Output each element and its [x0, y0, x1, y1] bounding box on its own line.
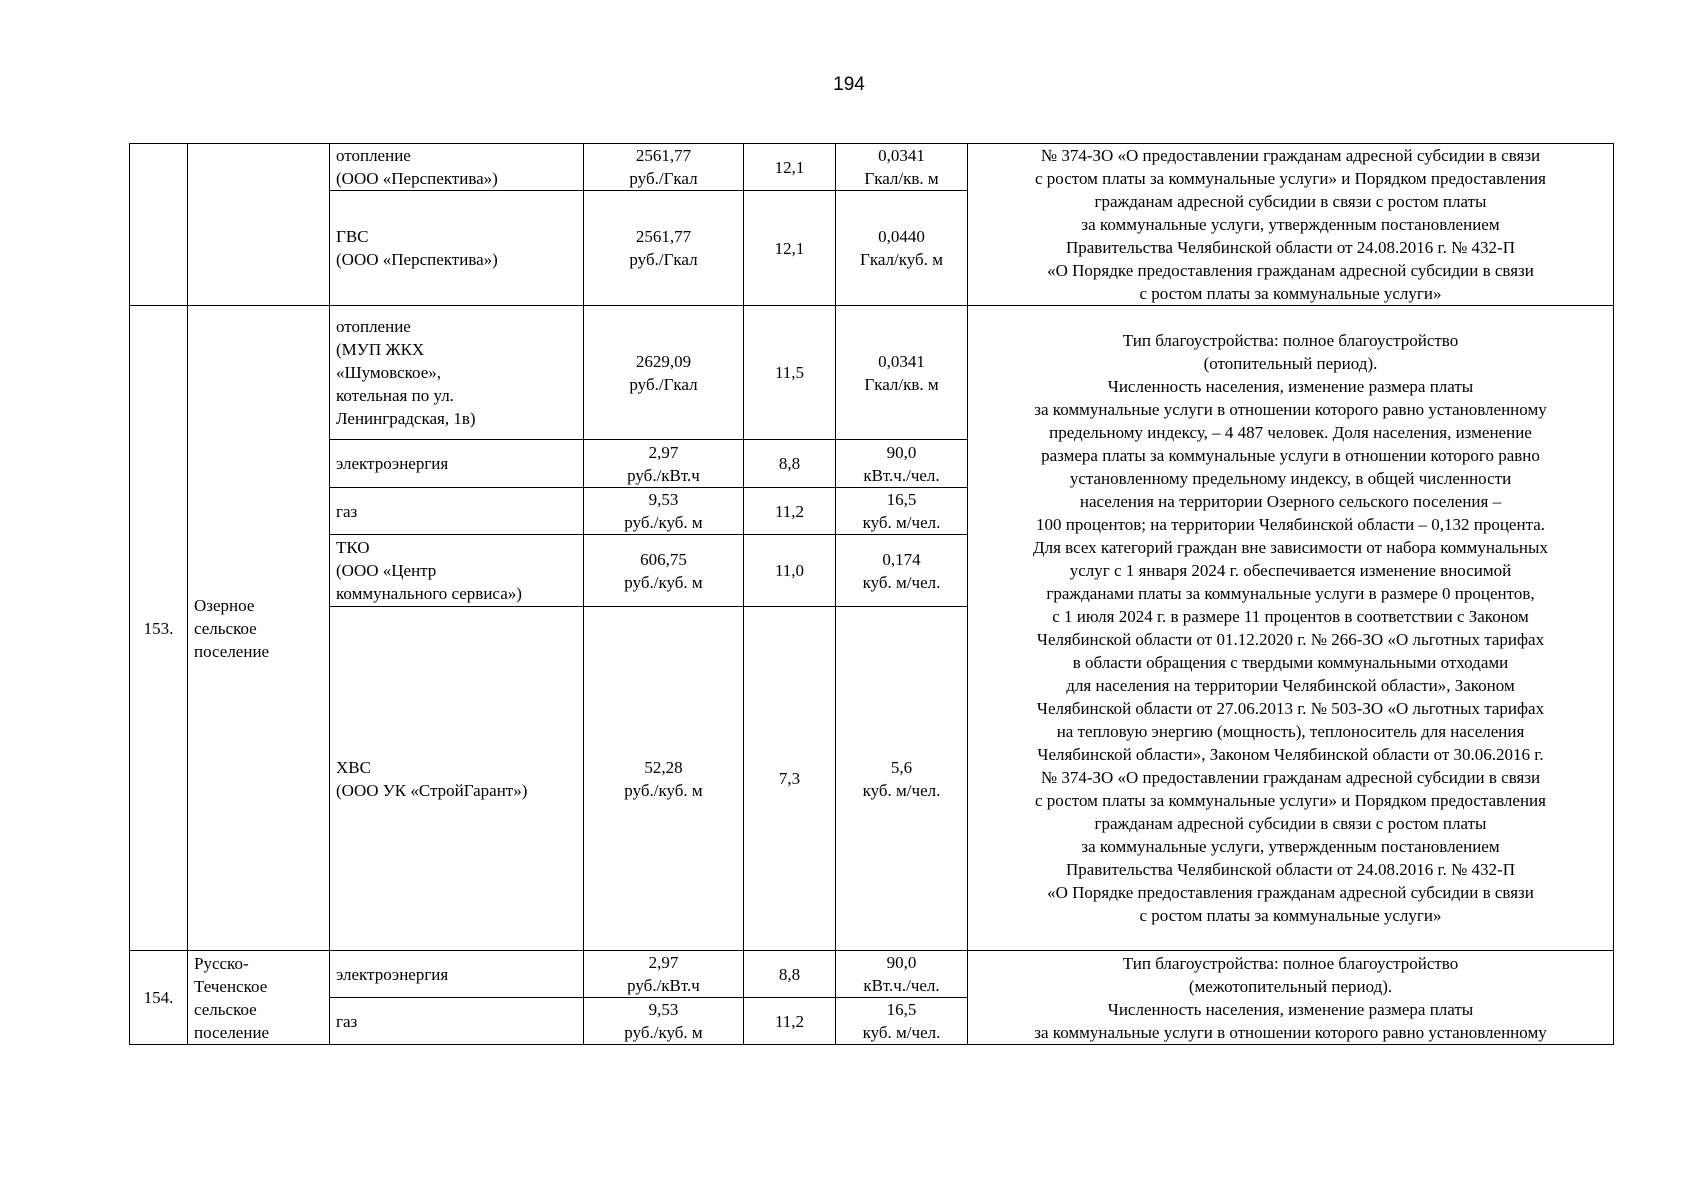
norm-cell: 16,5 куб. м/чел.: [836, 998, 968, 1045]
tariff-table: [129, 143, 1614, 1045]
note-cell: Тип благоустройства: полное благоустройство (отопительный период). Численность населения, изменение размера платы за коммунальные услуги в отношении которого равно установленному предельному индексу, – 4 487 человек. Доля населения, изменение размера платы за коммунальные услуги в отношении которого равно установленному предельному индексу, в общей численности населения на территории Озерного сельского поселения – 100 процентов; на территории Челябинской области – 0,132 процента. Для всех категорий граждан вне зависимости от набора коммунальных услуг с 1 января 2024 г. обеспечивается изменение вносимой гражданами платы за коммунальные услуги в размере 0 процентов, с 1 июля 2024 г. в размере 11 процентов в соответствии с Законом Челябинской области от 01.12.2020 г. № 266-ЗО «О льготных тарифах в области обращения с твердыми коммунальными отходами для населения на территории Челябинской области», Законом Челябинской области от 27.06.2013 г. № 503-ЗО «О льготных тарифах на тепловую энергию (мощность), теплоноситель для населения Челябинской области», Законом Челябинской области от 30.06.2016 г. № 374-ЗО «О предоставлении гражданам адресной субсидии в связи с ростом платы за коммунальные услуги» и Порядком предоставления гражданам адресной субсидии в связи с ростом платы за коммунальные услуги, утвержденным постановлением Правительства Челябинской области от 24.08.2016 г. № 432-П «О Порядке предоставления гражданам адресной субсидии в связи с ростом платы за коммунальные услуги»: [968, 306, 1614, 951]
tariff-cell: 2561,77 руб./Гкал: [584, 144, 744, 191]
service-cell: отопление (ООО «Перспектива»): [330, 144, 584, 191]
service-cell: отопление (МУП ЖКХ «Шумовское», котельная по ул. Ленинградская, 1в): [330, 306, 584, 440]
tariff-cell: 52,28 руб./куб. м: [584, 607, 744, 951]
norm-cell: 16,5 куб. м/чел.: [836, 488, 968, 535]
service-cell: ТКО (ООО «Центр коммунального сервиса»): [330, 535, 584, 607]
norm-cell: 0,0341 Гкал/кв. м: [836, 144, 968, 191]
norm-cell: 0,174 куб. м/чел.: [836, 535, 968, 607]
norm-cell: 0,0440 Гкал/куб. м: [836, 191, 968, 306]
tariff-cell: 2,97 руб./кВт.ч: [584, 440, 744, 488]
tariff-cell: 2,97 руб./кВт.ч: [584, 951, 744, 998]
municipality-cell: [188, 144, 330, 306]
index-cell: 11,2: [744, 488, 836, 535]
row-number-cell: [130, 144, 188, 306]
norm-cell: 0,0341 Гкал/кв. м: [836, 306, 968, 440]
service-cell: ХВС (ООО УК «СтройГарант»): [330, 607, 584, 951]
table-row: [130, 306, 1614, 440]
row-number-cell: 153.: [130, 306, 188, 951]
norm-cell: 90,0 кВт.ч./чел.: [836, 440, 968, 488]
index-cell: 11,5: [744, 306, 836, 440]
row-number-cell: 154.: [130, 951, 188, 1045]
service-cell: ГВС (ООО «Перспектива»): [330, 191, 584, 306]
service-cell: газ: [330, 998, 584, 1045]
index-cell: 8,8: [744, 951, 836, 998]
tariff-cell: 2561,77 руб./Гкал: [584, 191, 744, 306]
tariff-cell: 2629,09 руб./Гкал: [584, 306, 744, 440]
index-cell: 11,2: [744, 998, 836, 1045]
note-cell: № 374-ЗО «О предоставлении гражданам адресной субсидии в связи с ростом платы за коммунальные услуги» и Порядком предоставления гражданам адресной субсидии в связи с ростом платы за коммунальные услуги, утвержденным постановлением Правительства Челябинской области от 24.08.2016 г. № 432-П «О Порядке предоставления гражданам адресной субсидии в связи с ростом платы за коммунальные услуги»: [968, 144, 1614, 306]
table-row: [130, 951, 1614, 998]
service-cell: электроэнергия: [330, 440, 584, 488]
tariff-cell: 9,53 руб./куб. м: [584, 488, 744, 535]
table-row: [130, 144, 1614, 191]
index-cell: 12,1: [744, 191, 836, 306]
note-cell: Тип благоустройства: полное благоустройство (межотопительный период). Численность населения, изменение размера платы за коммунальные услуги в отношении которого равно установленному: [968, 951, 1614, 1045]
index-cell: 7,3: [744, 607, 836, 951]
municipality-cell: Озерное сельское поселение: [188, 306, 330, 951]
index-cell: 11,0: [744, 535, 836, 607]
municipality-cell: Русско- Теченское сельское поселение: [188, 951, 330, 1045]
index-cell: 8,8: [744, 440, 836, 488]
index-cell: 12,1: [744, 144, 836, 191]
tariff-cell: 9,53 руб./куб. м: [584, 998, 744, 1045]
service-cell: газ: [330, 488, 584, 535]
norm-cell: 5,6 куб. м/чел.: [836, 607, 968, 951]
norm-cell: 90,0 кВт.ч./чел.: [836, 951, 968, 998]
tariff-cell: 606,75 руб./куб. м: [584, 535, 744, 607]
service-cell: электроэнергия: [330, 951, 584, 998]
page-number: 194: [833, 74, 865, 95]
